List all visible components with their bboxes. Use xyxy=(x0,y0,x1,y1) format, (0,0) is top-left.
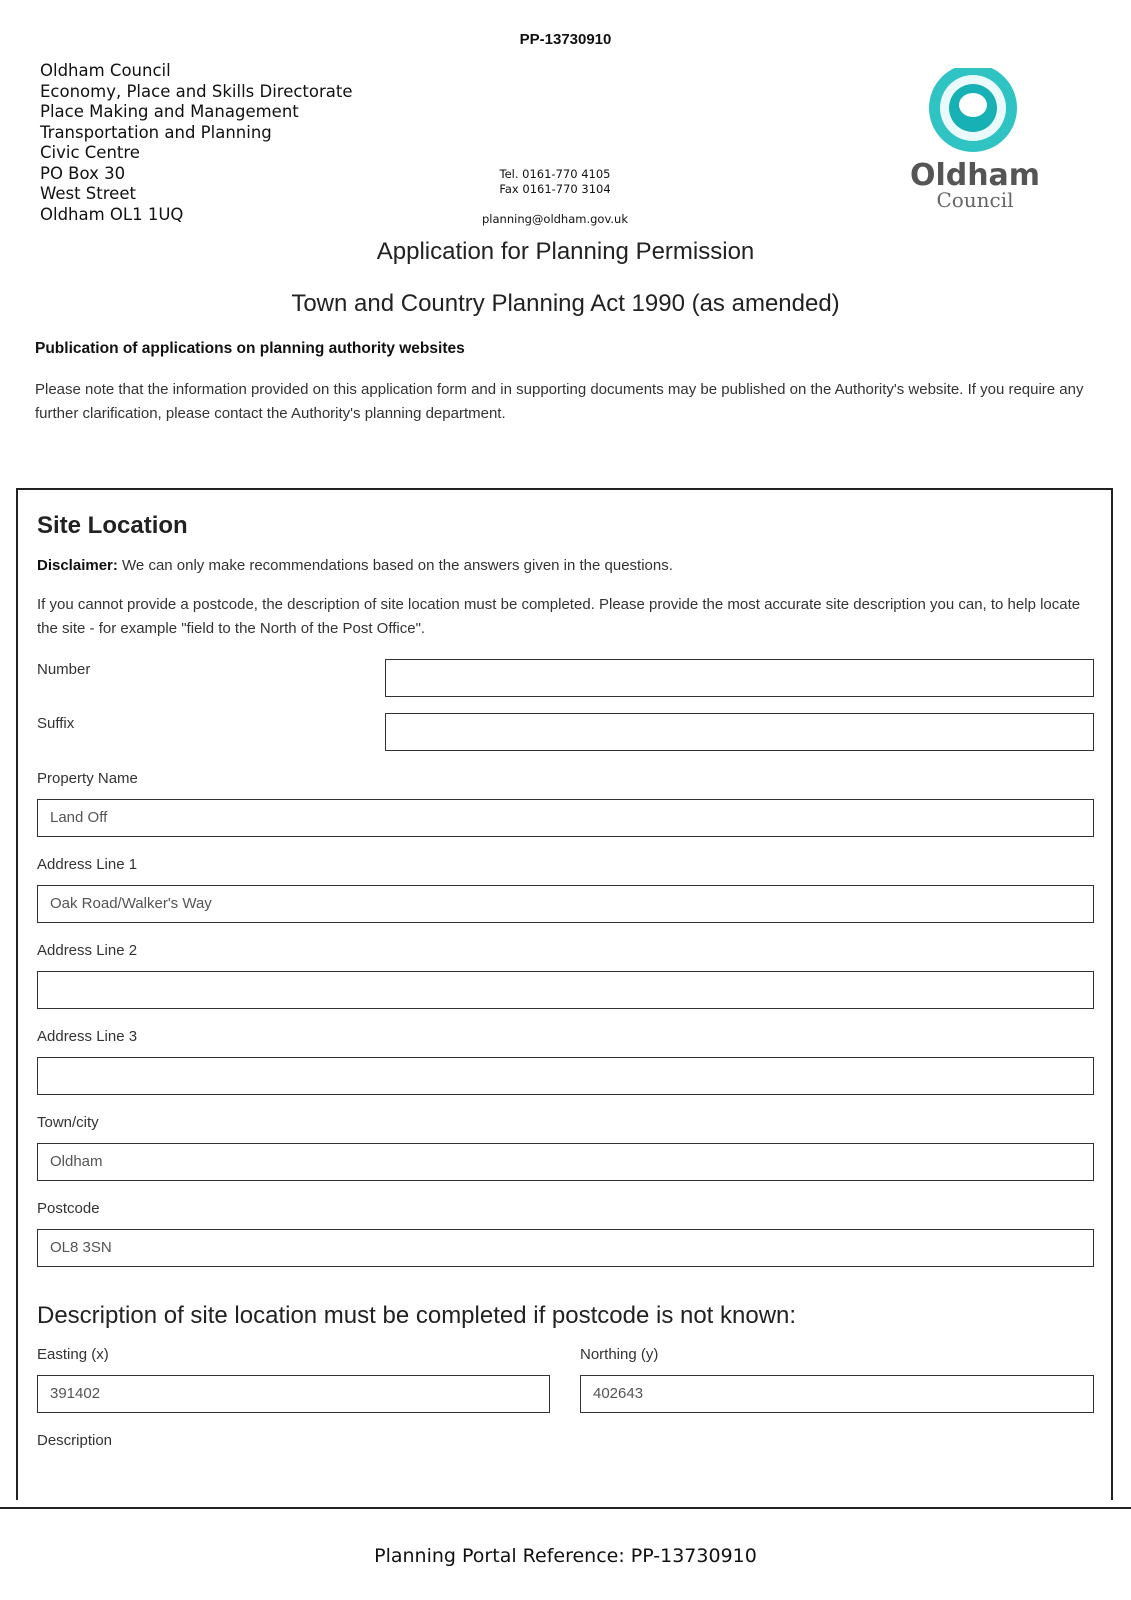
address-line: Civic Centre xyxy=(40,143,140,162)
page-title: Application for Planning Permission xyxy=(376,238,755,265)
address-line: Place Making and Management xyxy=(40,102,299,121)
disclaimer xyxy=(37,557,673,574)
address-line: PO Box 30 xyxy=(40,163,126,183)
page-divider xyxy=(0,1507,1131,1509)
disclaimer-label: Disclaimer: xyxy=(37,557,118,574)
suffix-label: Suffix xyxy=(37,715,75,732)
town-label: Town/city xyxy=(37,1114,99,1131)
contact-email: planning@oldham.gov.uk xyxy=(482,212,628,226)
page-subtitle: Town and Country Planning Act 1990 (as amended) xyxy=(291,290,840,317)
address-line-2-field[interactable] xyxy=(37,971,1094,1009)
publication-heading: Publication of applications on planning authority websites xyxy=(35,340,465,357)
page-footer: Planning Portal Reference: PP-13730910 xyxy=(374,1545,757,1567)
disclaimer-text: We can only make recommendations based on the answers given in the questions. xyxy=(117,557,673,574)
town-field[interactable]: Oldham xyxy=(37,1143,1094,1181)
suffix-field[interactable] xyxy=(385,713,1094,751)
number-field[interactable] xyxy=(385,659,1094,697)
address-line: Economy, Place and Skills Directorate xyxy=(40,81,353,101)
address-line: Oldham Council xyxy=(40,61,171,80)
description-label: Description xyxy=(37,1432,113,1449)
easting-label: Easting (x) xyxy=(37,1346,109,1363)
postcode-label: Postcode xyxy=(37,1200,100,1217)
logo-sub: Council xyxy=(936,188,1014,212)
northing-field[interactable]: 402643 xyxy=(580,1375,1094,1413)
council-address xyxy=(40,61,353,225)
section-heading: Site Location xyxy=(37,512,188,539)
address-line: Oldham OL1 1UQ xyxy=(40,204,184,224)
property-name-field[interactable]: Land Off xyxy=(37,799,1094,837)
address-line-3-label: Address Line 3 xyxy=(37,1028,138,1045)
address-line: West Street xyxy=(40,184,136,203)
address-line: Transportation and Planning xyxy=(40,122,272,142)
tel: Tel. 0161-770 4105 xyxy=(499,167,611,181)
reference-number: PP-13730910 xyxy=(519,31,612,48)
address-line-1-field[interactable]: Oak Road/Walker's Way xyxy=(37,885,1094,923)
logo-word: Oldham xyxy=(909,158,1041,193)
address-line-3-field[interactable] xyxy=(37,1057,1094,1095)
fax: Fax 0161-770 3104 xyxy=(499,182,611,196)
publication-text: Please note that the information provided on this application form and in supporting documents may be published on the Authority's website. If you require any further clarification, please contact the Authority's planning department. xyxy=(35,381,1084,422)
address-line-2-label: Address Line 2 xyxy=(37,942,138,959)
property-name-label: Property Name xyxy=(37,770,138,787)
number-label: Number xyxy=(37,661,91,678)
northing-label: Northing (y) xyxy=(580,1346,659,1363)
help-text: If you cannot provide a postcode, the description of site location must be completed. Please provide the most accurate site description you can, to help locate the site - for example "field to the North of the Post Office". xyxy=(37,596,1081,637)
postcode-field[interactable]: OL8 3SN xyxy=(37,1229,1094,1267)
address-line-1-label: Address Line 1 xyxy=(37,856,138,873)
contact-phone xyxy=(455,167,655,197)
description-heading: Description of site location must be completed if postcode is not known: xyxy=(37,1302,797,1329)
easting-field[interactable]: 391402 xyxy=(37,1375,550,1413)
